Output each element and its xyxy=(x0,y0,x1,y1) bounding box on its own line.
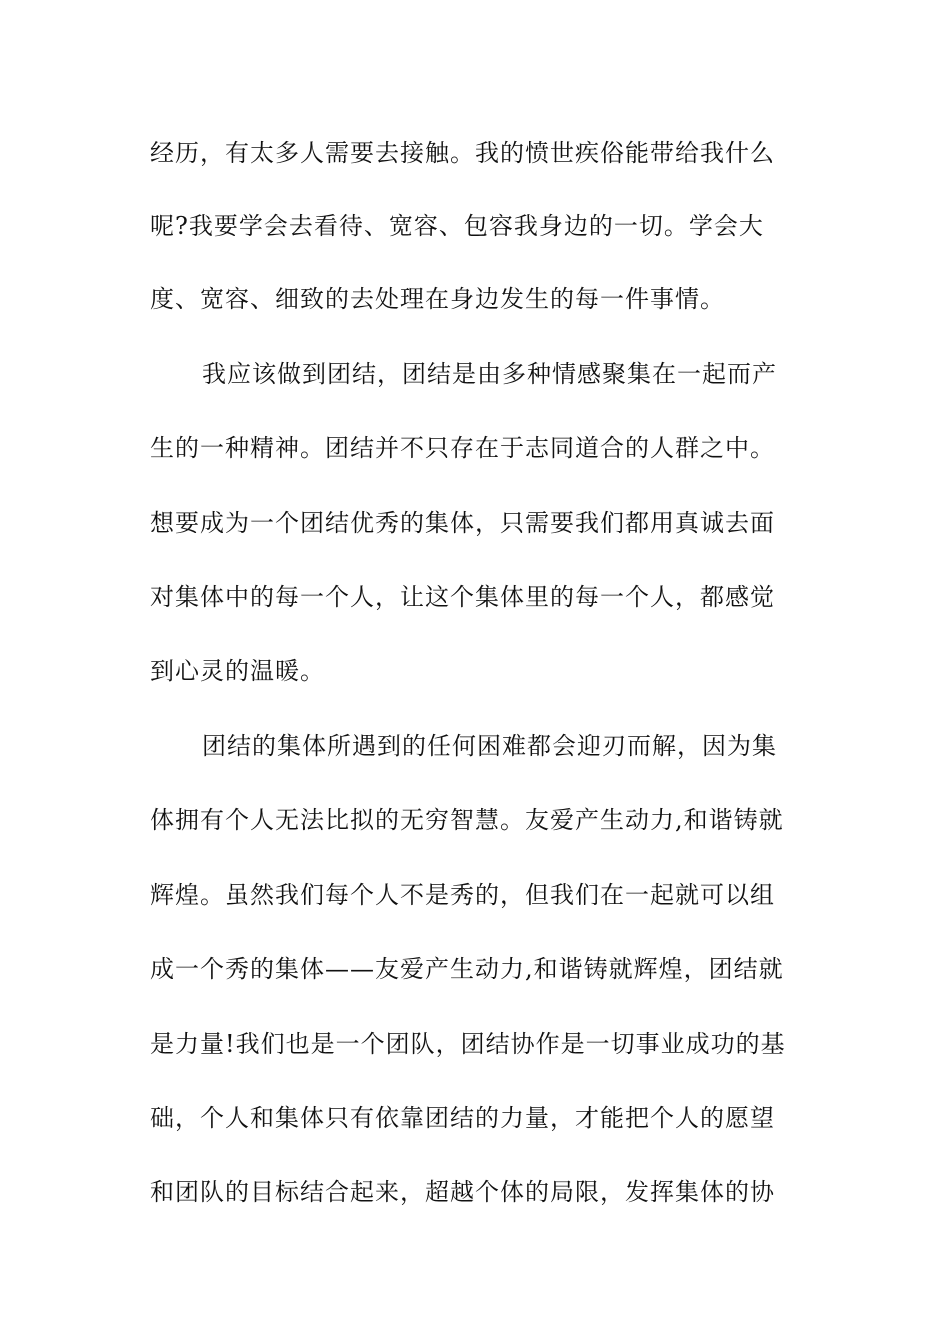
paragraph-line: 辉煌。虽然我们每个人不是秀的，但我们在一起就可以组 xyxy=(150,881,775,909)
paragraph-line: 对集体中的每一个人，让这个集体里的每一个人，都感觉 xyxy=(150,583,775,611)
paragraph-line: 呢?我要学会去看待、宽容、包容我身边的一切。学会大 xyxy=(150,212,764,240)
paragraph-line: 础，个人和集体只有依靠团结的力量，才能把个人的愿望 xyxy=(150,1104,775,1132)
paragraph-line: 想要成为一个团结优秀的集体，只需要我们都用真诚去面 xyxy=(150,509,775,537)
paragraph-line: 到心灵的温暖。 xyxy=(150,657,325,685)
paragraph-line: 经历，有太多人需要去接触。我的愤世疾俗能带给我什么 xyxy=(150,139,775,167)
paragraph-line: 体拥有个人无法比拟的无穷智慧。友爱产生动力,和谐铸就 xyxy=(150,806,784,834)
paragraph-line: 团结的集体所遇到的任何困难都会迎刃而解，因为集 xyxy=(202,732,777,760)
paragraph-line: 是力量!我们也是一个团队，团结协作是一切事业成功的基 xyxy=(150,1030,786,1058)
paragraph-line: 我应该做到团结，团结是由多种情感聚集在一起而产 xyxy=(202,360,777,388)
paragraph-line: 度、宽容、细致的去处理在身边发生的每一件事情。 xyxy=(150,285,725,313)
paragraph-line: 成一个秀的集体——友爱产生动力,和谐铸就辉煌，团结就 xyxy=(150,955,784,983)
paragraph-line: 生的一种精神。团结并不只存在于志同道合的人群之中。 xyxy=(150,434,775,462)
paragraph-line: 和团队的目标结合起来，超越个体的局限，发挥集体的协 xyxy=(150,1178,775,1206)
